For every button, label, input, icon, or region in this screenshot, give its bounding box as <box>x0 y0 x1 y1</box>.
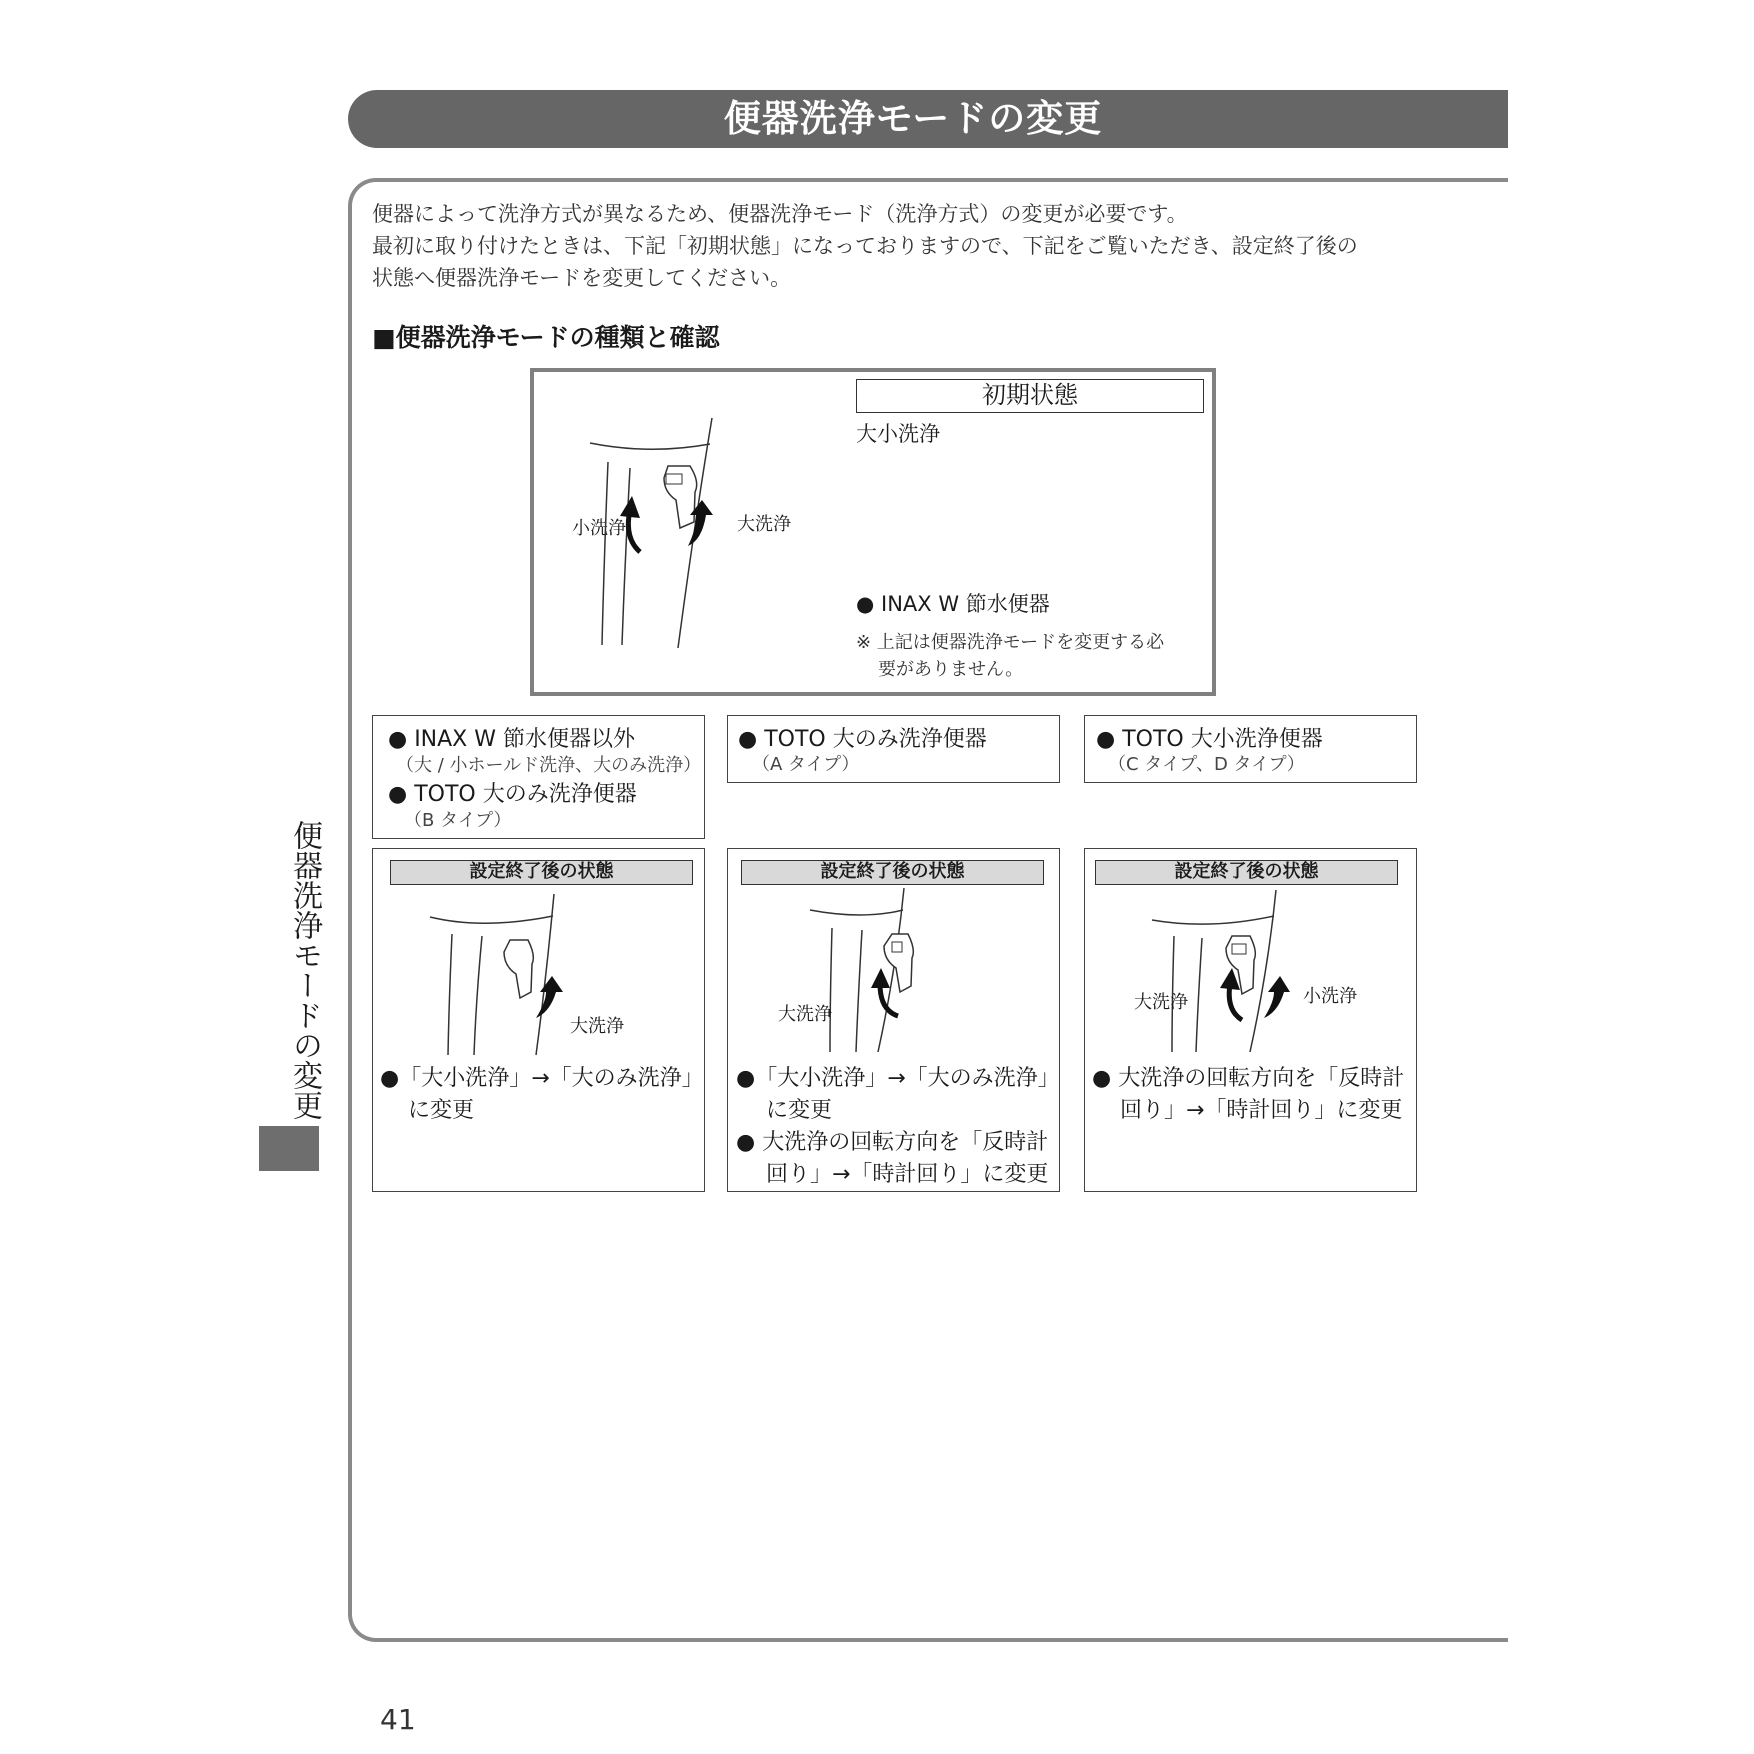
after-3-bullet-1-line-2: 回り」→「時計回り」に変更 <box>1120 1098 1403 1123</box>
after-state-label-3: 設定終了後の状態 <box>1095 860 1398 885</box>
section-heading: ■便器洗浄モードの種類と確認 <box>372 323 720 352</box>
category-3-sub: （C タイプ、D タイプ） <box>1108 754 1305 775</box>
after-2-bullet-2-line-1: ● 大洗浄の回転方向を「反時計 <box>736 1130 1049 1155</box>
lever-illustration-after-2 <box>808 880 948 1060</box>
initial-mode: 大小洗浄 <box>856 422 940 446</box>
initial-state-label: 初期状態 <box>856 379 1204 413</box>
after-3-left-arrow-label: 大洗浄 <box>1134 992 1188 1013</box>
lever-illustration-after-1 <box>428 880 568 1060</box>
page-title: 便器洗浄モードの変更 <box>723 97 1103 140</box>
intro-line-2: 最初に取り付けたときは、下記「初期状態」になっておりますので、下記をご覧いただき、設定終了後の <box>372 234 1358 258</box>
category-1-title-1: ● INAX W 節水便器以外 <box>388 727 635 752</box>
after-1-bullet-1-line-1: ●「大小洗浄」→「大のみ洗浄」 <box>380 1066 704 1091</box>
after-3-bullet-1-line-1: ● 大洗浄の回転方向を「反時計 <box>1092 1066 1405 1091</box>
intro-line-1: 便器によって洗浄方式が異なるため、便器洗浄モード（洗浄方式）の変更が必要です。 <box>372 202 1188 226</box>
after-2-bullet-1-line-1: ●「大小洗浄」→「大のみ洗浄」 <box>736 1066 1060 1091</box>
page-number: 41 <box>380 1703 416 1736</box>
after-1-bullet-1-line-2: に変更 <box>408 1098 475 1123</box>
initial-left-arrow-label: 小洗浄 <box>572 518 626 539</box>
after-3-right-arrow-label: 小洗浄 <box>1303 986 1357 1007</box>
initial-right-arrow-label: 大洗浄 <box>737 514 791 535</box>
after-1-arrow-label: 大洗浄 <box>570 1016 624 1037</box>
after-2-arrow-label: 大洗浄 <box>778 1004 832 1025</box>
lever-illustration-after-3 <box>1150 880 1290 1060</box>
intro-line-3: 状態へ便器洗浄モードを変更してください。 <box>372 266 792 290</box>
initial-note-line-2: 要がありません。 <box>878 659 1024 680</box>
side-tab-marker <box>259 1126 319 1171</box>
category-1-sub-1: （大 / 小ホールド洗浄、大のみ洗浄） <box>396 755 702 776</box>
after-state-label-2: 設定終了後の状態 <box>741 860 1044 885</box>
after-state-label-1: 設定終了後の状態 <box>390 860 693 885</box>
category-2-sub: （A タイプ） <box>752 754 860 775</box>
category-1-sub-2: （B タイプ） <box>404 810 512 831</box>
lever-illustration <box>580 410 720 650</box>
category-1-title-2: ● TOTO 大のみ洗浄便器 <box>388 782 637 807</box>
initial-note-line-1: ※ 上記は便器洗浄モードを変更する必 <box>856 632 1165 653</box>
side-tab-label: 便器洗浄モードの変更 <box>287 820 322 1120</box>
initial-toilet-type: ● INAX W 節水便器 <box>856 592 1050 616</box>
category-3-title: ● TOTO 大小洗浄便器 <box>1096 727 1323 752</box>
after-2-bullet-1-line-2: に変更 <box>766 1098 833 1123</box>
after-2-bullet-2-line-2: 回り」→「時計回り」に変更 <box>766 1162 1049 1187</box>
category-2-title: ● TOTO 大のみ洗浄便器 <box>738 727 987 752</box>
